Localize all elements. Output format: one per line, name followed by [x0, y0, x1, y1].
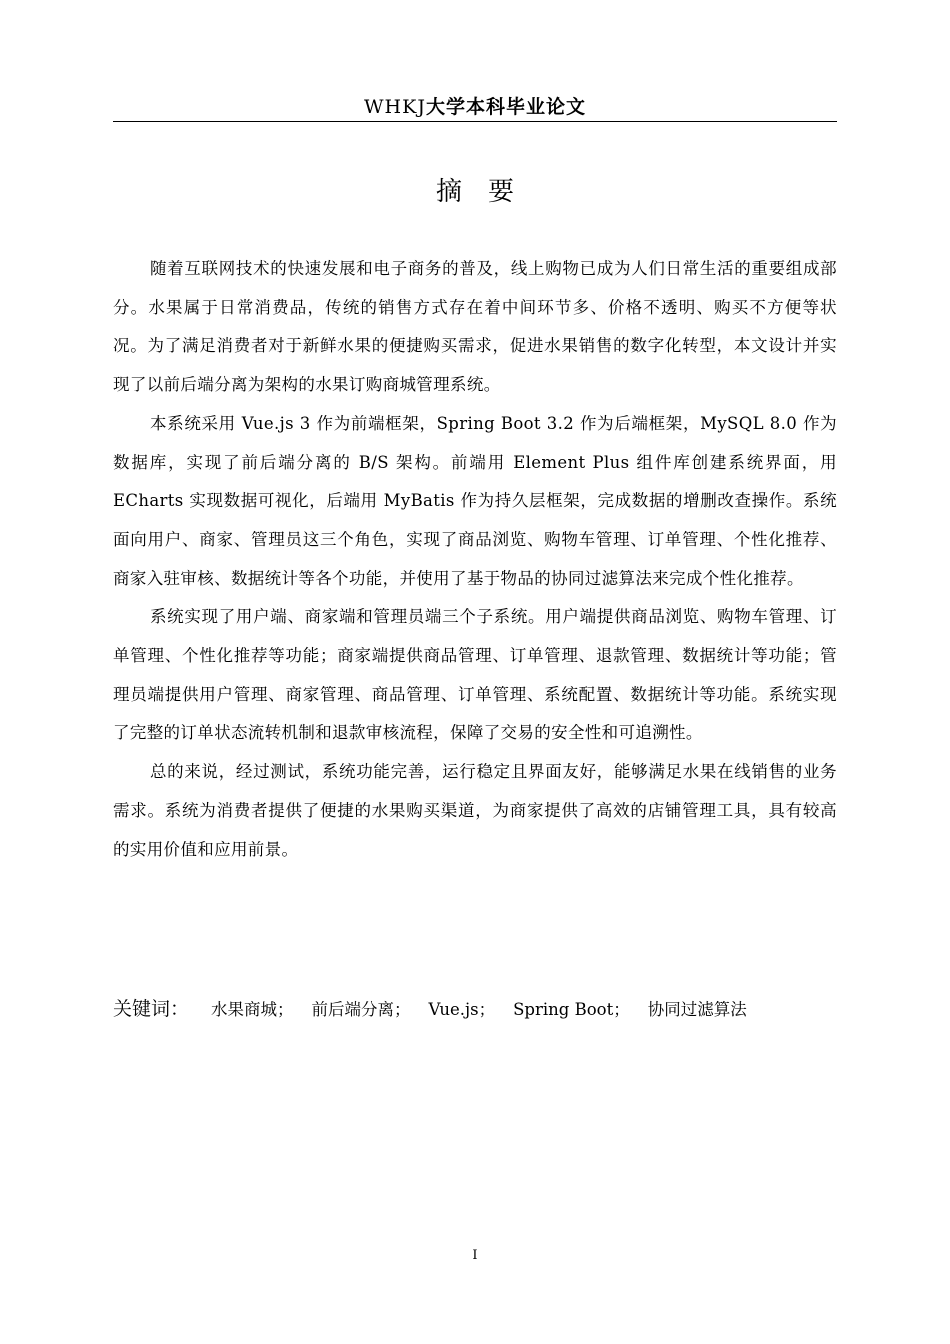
- keywords-line: [113, 990, 837, 1029]
- running-header: [113, 94, 837, 122]
- keywords-label: 关键词：: [113, 998, 190, 1020]
- keyword-item: 水果商城；: [211, 1000, 294, 1019]
- abstract-paragraph-1: 随着互联网技术的快速发展和电子商务的普及，线上购物已成为人们日常生活的重要组成部分。水果属于日常消费品，传统的销售方式存在着中间环节多、价格不透明、购买不方便等状况。为了满足消费者对于新鲜水果的便捷购买需求，促进水果销售的数字化转型，本文设计并实现了以前后端分离为架构的水果订购商城管理系统。: [113, 259, 837, 395]
- keyword-item: 前后端分离；: [311, 1000, 411, 1019]
- header-prefix: WHKJ: [364, 96, 426, 118]
- keyword-item: Vue.js；: [428, 1000, 496, 1019]
- page-number: I: [472, 1248, 478, 1263]
- keyword-item: 协同过滤算法: [647, 1000, 747, 1019]
- abstract-body: [113, 250, 837, 869]
- abstract-paragraph-4: 总的来说，经过测试，系统功能完善，运行稳定且界面友好，能够满足水果在线销售的业务需求。系统为消费者提供了便捷的水果购买渠道，为商家提供了高效的店铺管理工具，具有较高的实用价值和应用前景。: [113, 762, 837, 859]
- keyword-item: Spring Boot；: [513, 1000, 630, 1019]
- header-rule: [113, 121, 837, 122]
- abstract-paragraph-2: 本系统采用 Vue.js 3 作为前端框架，Spring Boot 3.2 作为后端框架，MySQL 8.0 作为数据库，实现了前后端分离的 B/S 架构。前端用 Element Plus 组件库创建系统界面，用 ECharts 实现数据可视化，后端用 MyBatis 作为持久层框架，完成数据的增删改查操作。系统面向用户、商家、管理员这三个角色，实现了商品浏览、购物车管理、订单管理、个性化推荐、商家入驻审核、数据统计等各个功能，并使用了基于物品的协同过滤算法来完成个性化推荐。: [113, 413, 837, 588]
- header-title: 大学本科毕业论文: [425, 96, 586, 118]
- abstract-paragraph-3: 系统实现了用户端、商家端和管理员端三个子系统。用户端提供商品浏览、购物车管理、订单管理、个性化推荐等功能；商家端提供商品管理、订单管理、退款管理、数据统计等功能；管理员端提供用户管理、商家管理、商品管理、订单管理、系统配置、数据统计等功能。系统实现了完整的订单状态流转机制和退款审核流程，保障了交易的安全性和可追溯性。: [113, 607, 837, 743]
- page-title: 摘要: [435, 177, 540, 207]
